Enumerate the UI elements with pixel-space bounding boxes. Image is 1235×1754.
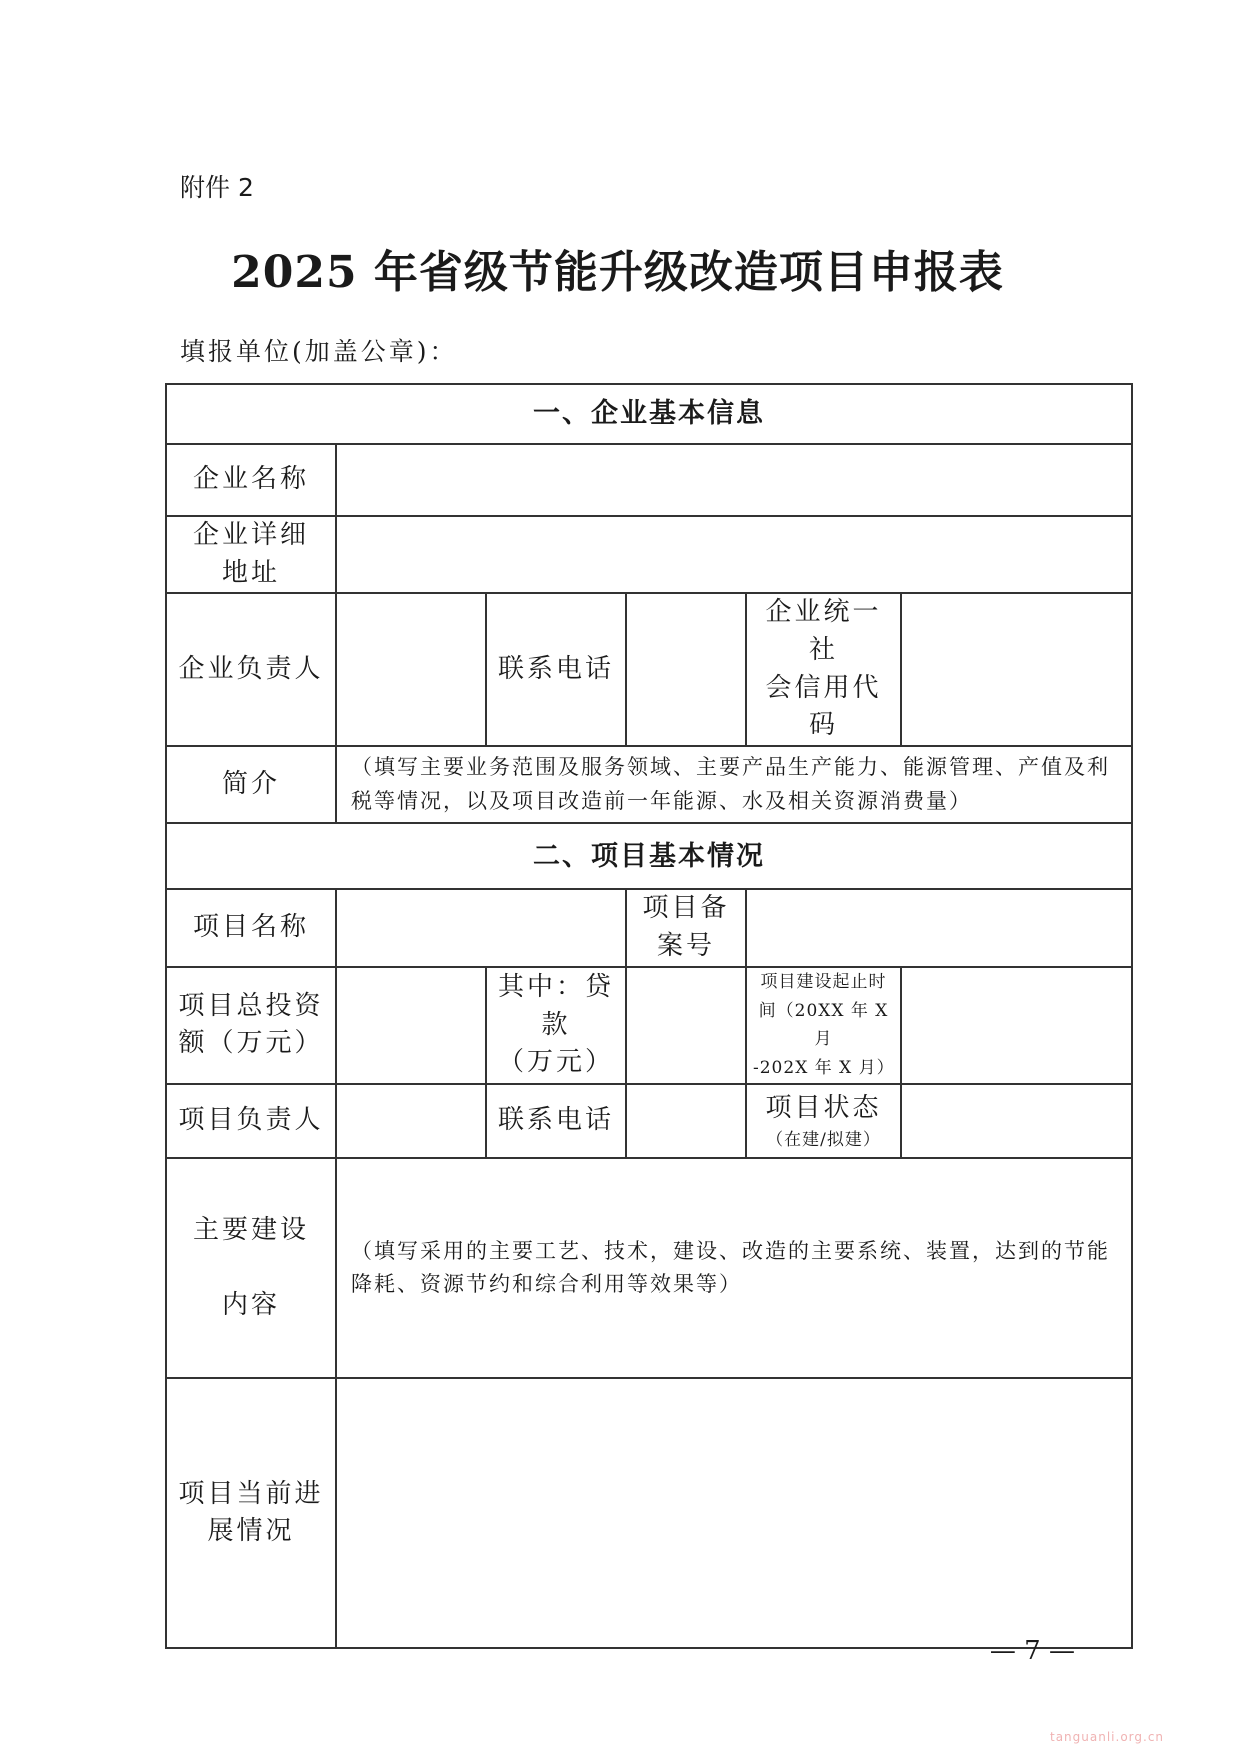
page-number: — 7 — [989, 1636, 1075, 1666]
section-heading-enterprise: 一、企业基本信息 [166, 384, 1132, 444]
field-company-name[interactable] [336, 444, 1132, 516]
field-current-progress[interactable] [336, 1378, 1132, 1648]
label-company-address: 企业详细 地址 [166, 516, 336, 593]
field-main-content[interactable]: （填写采用的主要工艺、技术，建设、改造的主要系统、装置，达到的节能降耗、资源节约和综合利用等效果等） [336, 1158, 1132, 1378]
field-construction-period[interactable] [901, 967, 1132, 1085]
filler-unit-label: 填报单位(加盖公章)： [180, 337, 458, 366]
watermark-text: tanguanli.org.cn [1050, 1730, 1165, 1744]
label-total-investment: 项目总投资 额（万元） [166, 967, 336, 1085]
field-company-address[interactable] [336, 516, 1132, 593]
field-intro[interactable]: （填写主要业务范围及服务领域、主要产品生产能力、能源管理、产值及利税等情况，以及项目改造前一年能源、水及相关资源消费量） [336, 746, 1132, 823]
field-total-investment[interactable] [336, 967, 486, 1085]
label-record-number: 项目备 案号 [626, 889, 746, 966]
application-form-table [165, 383, 1133, 1649]
field-project-status[interactable] [901, 1084, 1132, 1158]
label-main-content: 主要建设 内容 [166, 1158, 336, 1378]
label-credit-code: 企业统一社 会信用代码 [746, 593, 901, 746]
label-intro: 简介 [166, 746, 336, 823]
label-construction-period: 项目建设起止时 间（20XX 年 X 月 -202X 年 X 月） [746, 967, 901, 1085]
label-company-leader: 企业负责人 [166, 593, 336, 746]
field-project-leader[interactable] [336, 1084, 486, 1158]
field-company-leader[interactable] [336, 593, 486, 746]
label-company-phone: 联系电话 [486, 593, 626, 746]
label-project-status: 项目状态 （在建/拟建） [746, 1084, 901, 1158]
field-project-phone[interactable] [626, 1084, 746, 1158]
label-project-phone: 联系电话 [486, 1084, 626, 1158]
label-current-progress: 项目当前进 展情况 [166, 1378, 336, 1648]
label-company-name: 企业名称 [166, 444, 336, 516]
label-project-name: 项目名称 [166, 889, 336, 966]
field-project-name[interactable] [336, 889, 626, 966]
field-loan[interactable] [626, 967, 746, 1085]
attachment-label: 附件 2 [180, 173, 254, 202]
page-title: 2025 年省级节能升级改造项目申报表 [231, 247, 1004, 298]
label-project-leader: 项目负责人 [166, 1084, 336, 1158]
section-heading-project: 二、项目基本情况 [166, 823, 1132, 889]
field-credit-code[interactable] [901, 593, 1132, 746]
label-loan: 其中：贷款 （万元） [486, 967, 626, 1085]
field-company-phone[interactable] [626, 593, 746, 746]
field-record-number[interactable] [746, 889, 1132, 966]
